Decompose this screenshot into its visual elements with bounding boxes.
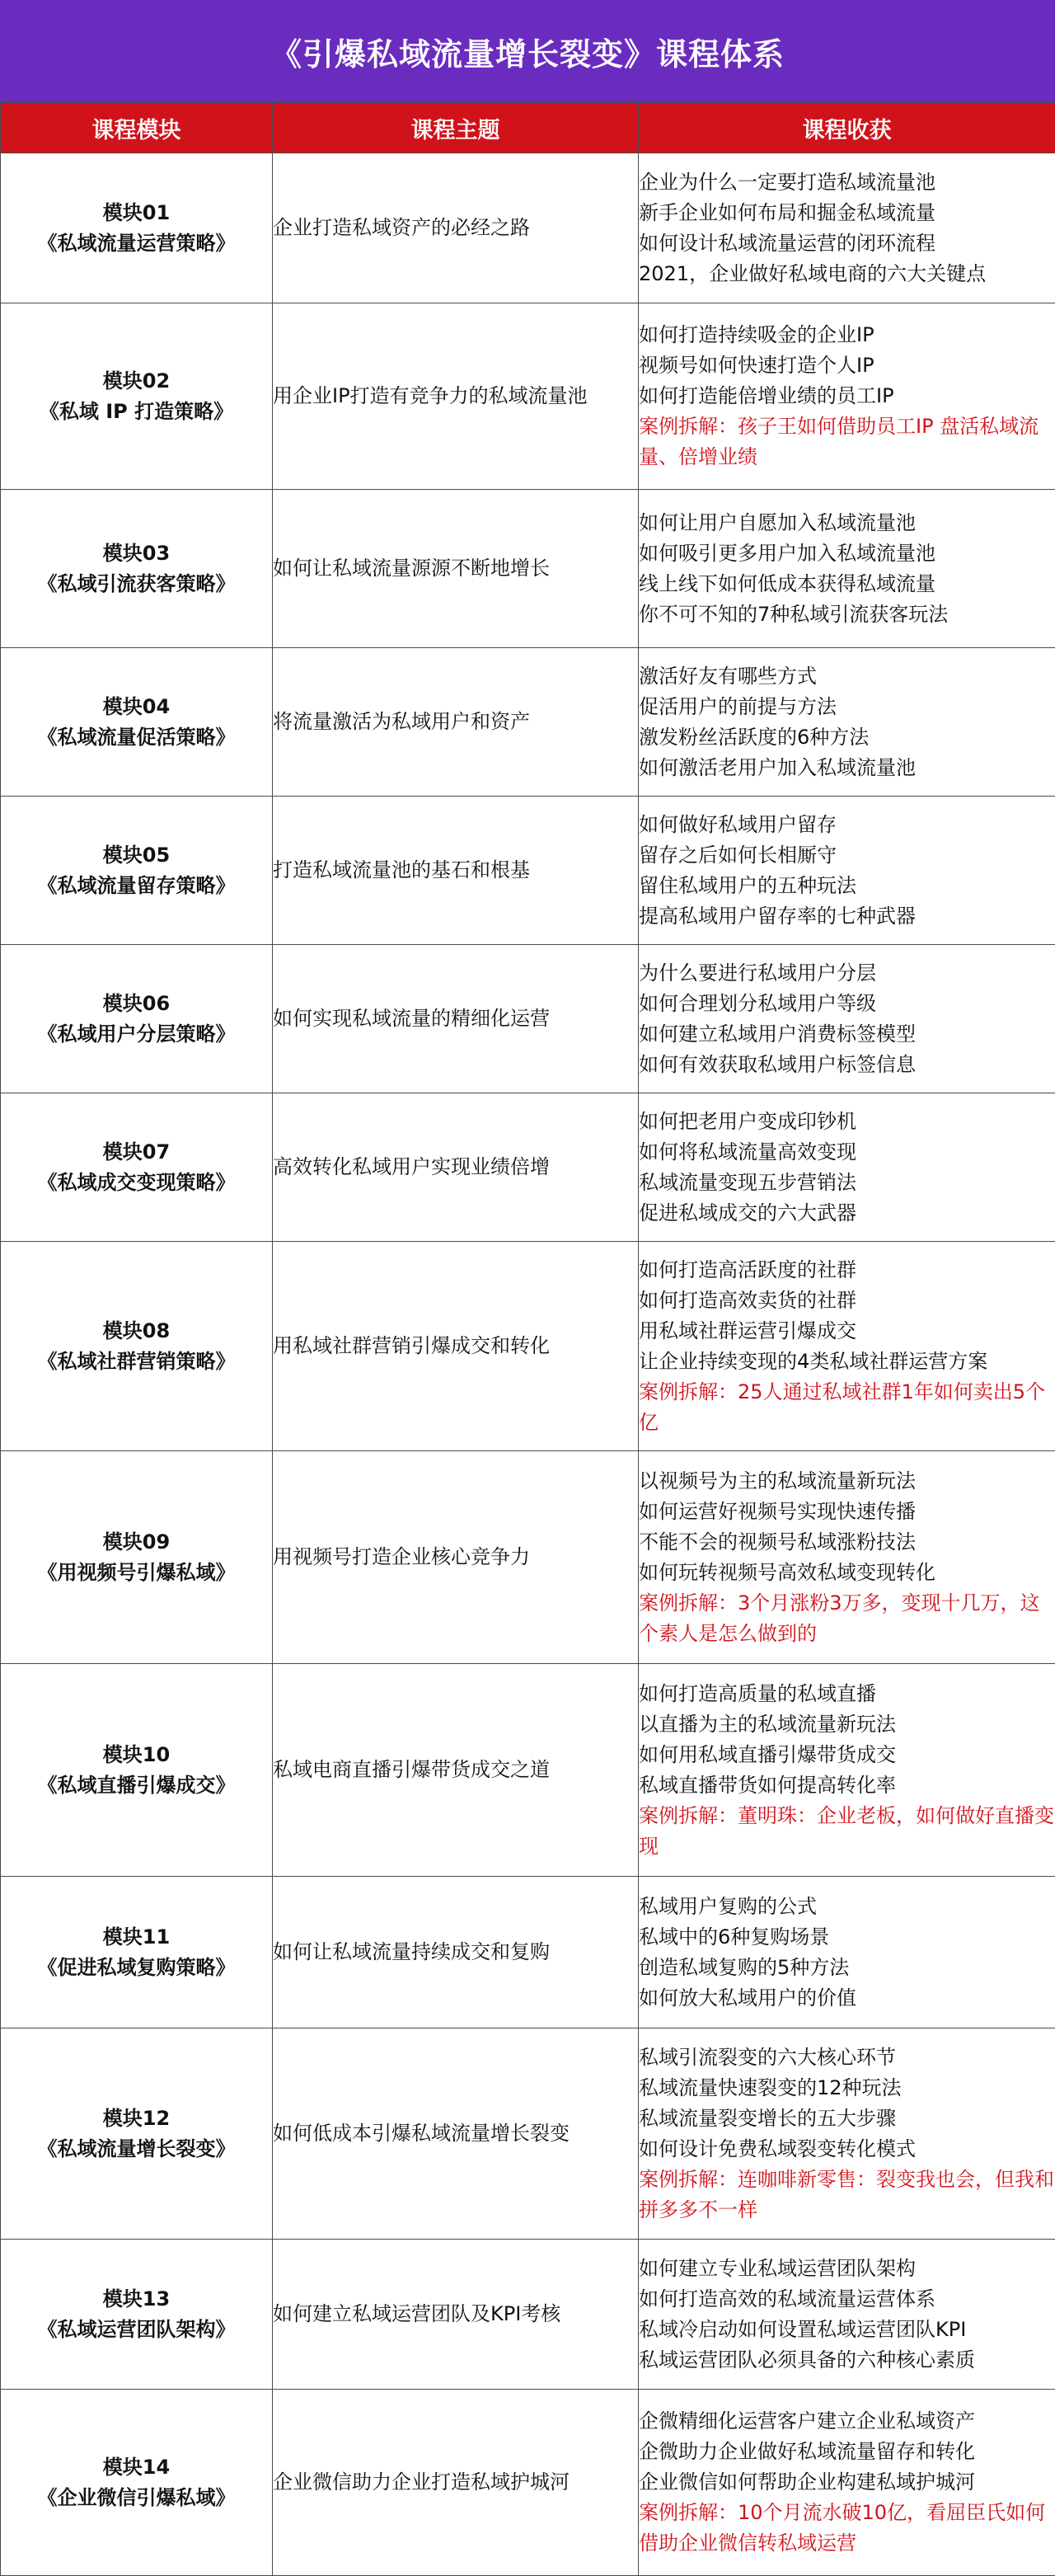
module-subtitle: 《私域流量留存策略》 xyxy=(1,871,272,901)
table-row xyxy=(1,797,1055,945)
table-row xyxy=(1,1877,1055,2028)
gain-item: 企微精细化运营客户建立企业私域资产 xyxy=(639,2406,1055,2437)
topic-cell: 企业打造私域资产的必经之路 xyxy=(273,153,639,303)
gain-item: 2021，企业做好私域电商的六大关键点 xyxy=(639,259,1055,289)
gain-item: 如何有效获取私域用户标签信息 xyxy=(639,1050,1055,1080)
table-row xyxy=(1,1093,1055,1242)
module-cell xyxy=(1,303,273,490)
module-name: 模块04 xyxy=(1,692,272,722)
module-cell xyxy=(1,2028,273,2240)
gain-item: 如何把老用户变成印钞机 xyxy=(639,1107,1055,1137)
page-title: 《引爆私域流量增长裂变》课程体系 xyxy=(0,0,1055,102)
gains-cell xyxy=(639,490,1055,648)
gain-item: 促进私域成交的六大武器 xyxy=(639,1198,1055,1229)
module-cell xyxy=(1,153,273,303)
gain-item: 视频号如何快速打造个人IP xyxy=(639,350,1055,381)
gain-item: 如何打造持续吸金的企业IP xyxy=(639,320,1055,350)
gain-item: 私域运营团队必须具备的六种核心素质 xyxy=(639,2345,1055,2376)
gain-item: 以直播为主的私域流量新玩法 xyxy=(639,1709,1055,1740)
gain-item: 私域中的6种复购场景 xyxy=(639,1922,1055,1953)
table-row xyxy=(1,2028,1055,2240)
gains-cell xyxy=(639,797,1055,945)
gains-cell xyxy=(639,1242,1055,1451)
module-name: 模块01 xyxy=(1,198,272,228)
gains-cell xyxy=(639,153,1055,303)
module-cell xyxy=(1,1451,273,1664)
module-name: 模块03 xyxy=(1,538,272,569)
gain-item: 如何做好私域用户留存 xyxy=(639,810,1055,840)
topic-cell: 高效转化私域用户实现业绩倍增 xyxy=(273,1093,639,1242)
table-row xyxy=(1,303,1055,490)
topic-cell: 如何实现私域流量的精细化运营 xyxy=(273,945,639,1093)
module-subtitle: 《私域直播引爆成交》 xyxy=(1,1770,272,1801)
case-study-text: 案例拆解：25人通过私域社群1年如何卖出5个亿 xyxy=(639,1377,1055,1438)
topic-cell: 如何低成本引爆私域流量增长裂变 xyxy=(273,2028,639,2240)
gain-item: 以视频号为主的私域流量新玩法 xyxy=(639,1466,1055,1497)
course-table xyxy=(0,102,1055,2576)
gain-item: 如何打造高效的私域流量运营体系 xyxy=(639,2284,1055,2315)
module-subtitle: 《私域流量运营策略》 xyxy=(1,228,272,259)
table-row xyxy=(1,1451,1055,1664)
table-row xyxy=(1,945,1055,1093)
module-name: 模块06 xyxy=(1,989,272,1019)
table-header-row xyxy=(1,103,1055,153)
topic-cell: 用私域社群营销引爆成交和转化 xyxy=(273,1242,639,1451)
gain-item: 激活好友有哪些方式 xyxy=(639,661,1055,692)
gain-item: 不能不会的视频号私域涨粉技法 xyxy=(639,1527,1055,1558)
gain-item: 线上线下如何低成本获得私域流量 xyxy=(639,569,1055,599)
gain-item: 激发粉丝活跃度的6种方法 xyxy=(639,722,1055,753)
gain-item: 你不可不知的7种私域引流获客玩法 xyxy=(639,599,1055,630)
module-subtitle: 《私域运营团队架构》 xyxy=(1,2315,272,2345)
module-cell xyxy=(1,1242,273,1451)
topic-cell: 企业微信助力企业打造私域护城河 xyxy=(273,2390,639,2576)
gain-item: 让企业持续变现的4类私域社群运营方案 xyxy=(639,1347,1055,1377)
module-cell xyxy=(1,1877,273,2028)
gains-cell xyxy=(639,303,1055,490)
gain-item: 如何让用户自愿加入私域流量池 xyxy=(639,508,1055,538)
gain-item: 私域冷启动如何设置私域运营团队KPI xyxy=(639,2315,1055,2345)
gain-item: 如何打造高效卖货的社群 xyxy=(639,1286,1055,1316)
case-study-text: 案例拆解：连咖啡新零售：裂变我也会，但我和拼多多不一样 xyxy=(639,2165,1055,2226)
topic-cell: 将流量激活为私域用户和资产 xyxy=(273,648,639,797)
table-row xyxy=(1,648,1055,797)
module-cell xyxy=(1,1664,273,1877)
table-row xyxy=(1,1664,1055,1877)
module-subtitle: 《私域成交变现策略》 xyxy=(1,1168,272,1198)
gain-item: 私域引流裂变的六大核心环节 xyxy=(639,2042,1055,2073)
table-row xyxy=(1,2240,1055,2390)
gain-item: 如何打造高质量的私域直播 xyxy=(639,1679,1055,1709)
module-subtitle: 《企业微信引爆私域》 xyxy=(1,2483,272,2513)
module-subtitle: 《用视频号引爆私域》 xyxy=(1,1558,272,1588)
module-subtitle: 《私域 IP 打造策略》 xyxy=(1,397,272,427)
gain-item: 促活用户的前提与方法 xyxy=(639,692,1055,722)
module-cell xyxy=(1,648,273,797)
topic-cell: 私域电商直播引爆带货成交之道 xyxy=(273,1664,639,1877)
gain-item: 企业微信如何帮助企业构建私域护城河 xyxy=(639,2467,1055,2498)
gain-item: 如何放大私域用户的价值 xyxy=(639,1983,1055,2014)
gain-item: 如何建立私域用户消费标签模型 xyxy=(639,1019,1055,1050)
gain-item: 如何建立专业私域运营团队架构 xyxy=(639,2254,1055,2284)
case-study-text: 案例拆解：3个月涨粉3万多，变现十几万，这个素人是怎么做到的 xyxy=(639,1588,1055,1649)
topic-cell: 如何建立私域运营团队及KPI考核 xyxy=(273,2240,639,2390)
module-subtitle: 《私域社群营销策略》 xyxy=(1,1347,272,1377)
module-name: 模块05 xyxy=(1,840,272,871)
table-row xyxy=(1,153,1055,303)
gains-cell xyxy=(639,648,1055,797)
module-cell xyxy=(1,490,273,648)
case-study-text: 案例拆解：董明珠：企业老板，如何做好直播变现 xyxy=(639,1801,1055,1862)
case-study-text: 案例拆解：10个月流水破10亿，看屈臣氏如何借助企业微信转私域运营 xyxy=(639,2498,1055,2559)
gains-cell xyxy=(639,1877,1055,2028)
gains-cell xyxy=(639,1451,1055,1664)
header-topic: 课程主题 xyxy=(273,103,639,153)
module-cell xyxy=(1,1093,273,1242)
topic-cell: 用视频号打造企业核心竞争力 xyxy=(273,1451,639,1664)
gain-item: 留住私域用户的五种玩法 xyxy=(639,871,1055,901)
case-study-text: 案例拆解：孩子王如何借助员工IP 盘活私域流量、倍增业绩 xyxy=(639,411,1055,472)
module-name: 模块13 xyxy=(1,2284,272,2315)
gain-item: 如何用私域直播引爆带货成交 xyxy=(639,1740,1055,1770)
gain-item: 如何玩转视频号高效私域变现转化 xyxy=(639,1558,1055,1588)
module-name: 模块14 xyxy=(1,2452,272,2483)
module-subtitle: 《私域流量促活策略》 xyxy=(1,722,272,753)
gain-item: 如何合理划分私域用户等级 xyxy=(639,989,1055,1019)
module-name: 模块12 xyxy=(1,2104,272,2134)
module-subtitle: 《私域引流获客策略》 xyxy=(1,569,272,599)
gain-item: 私域流量快速裂变的12种玩法 xyxy=(639,2073,1055,2104)
gain-item: 企业为什么一定要打造私域流量池 xyxy=(639,167,1055,198)
gain-item: 用私域社群运营引爆成交 xyxy=(639,1316,1055,1347)
topic-cell: 如何让私域流量持续成交和复购 xyxy=(273,1877,639,2028)
header-module: 课程模块 xyxy=(1,103,273,153)
gain-item: 私域流量变现五步营销法 xyxy=(639,1168,1055,1198)
module-cell xyxy=(1,797,273,945)
topic-cell: 用企业IP打造有竞争力的私域流量池 xyxy=(273,303,639,490)
module-cell xyxy=(1,2390,273,2576)
gains-cell xyxy=(639,2240,1055,2390)
gain-item: 创造私域复购的5种方法 xyxy=(639,1953,1055,1983)
gain-item: 新手企业如何布局和掘金私域流量 xyxy=(639,198,1055,228)
topic-cell: 如何让私域流量源源不断地增长 xyxy=(273,490,639,648)
gain-item: 留存之后如何长相厮守 xyxy=(639,840,1055,871)
module-subtitle: 《私域流量增长裂变》 xyxy=(1,2134,272,2165)
gains-cell xyxy=(639,1093,1055,1242)
gains-cell xyxy=(639,2028,1055,2240)
module-name: 模块09 xyxy=(1,1527,272,1558)
module-subtitle: 《促进私域复购策略》 xyxy=(1,1953,272,1983)
gain-item: 如何打造高活跃度的社群 xyxy=(639,1255,1055,1286)
module-cell xyxy=(1,2240,273,2390)
gain-item: 如何设计免费私域裂变转化模式 xyxy=(639,2134,1055,2165)
gain-item: 如何打造能倍增业绩的员工IP xyxy=(639,381,1055,411)
module-name: 模块11 xyxy=(1,1922,272,1953)
table-body xyxy=(1,153,1055,2576)
gain-item: 如何设计私域流量运营的闭环流程 xyxy=(639,228,1055,259)
gain-item: 私域用户复购的公式 xyxy=(639,1892,1055,1922)
gains-cell xyxy=(639,1664,1055,1877)
table-row xyxy=(1,490,1055,648)
module-name: 模块02 xyxy=(1,366,272,397)
gain-item: 如何吸引更多用户加入私域流量池 xyxy=(639,538,1055,569)
module-name: 模块08 xyxy=(1,1316,272,1347)
gain-item: 私域直播带货如何提高转化率 xyxy=(639,1770,1055,1801)
gain-item: 企微助力企业做好私域流量留存和转化 xyxy=(639,2437,1055,2467)
module-subtitle: 《私域用户分层策略》 xyxy=(1,1019,272,1050)
module-name: 模块10 xyxy=(1,1740,272,1770)
gain-item: 如何运营好视频号实现快速传播 xyxy=(639,1497,1055,1527)
gains-cell xyxy=(639,945,1055,1093)
module-cell xyxy=(1,945,273,1093)
gain-item: 提高私域用户留存率的七种武器 xyxy=(639,901,1055,932)
module-name: 模块07 xyxy=(1,1137,272,1168)
gains-cell xyxy=(639,2390,1055,2576)
table-row xyxy=(1,2390,1055,2576)
topic-cell: 打造私域流量池的基石和根基 xyxy=(273,797,639,945)
gain-item: 私域流量裂变增长的五大步骤 xyxy=(639,2104,1055,2134)
gain-item: 为什么要进行私域用户分层 xyxy=(639,958,1055,989)
gain-item: 如何将私域流量高效变现 xyxy=(639,1137,1055,1168)
gain-item: 如何激活老用户加入私域流量池 xyxy=(639,753,1055,783)
table-row xyxy=(1,1242,1055,1451)
header-gains: 课程收获 xyxy=(639,103,1055,153)
